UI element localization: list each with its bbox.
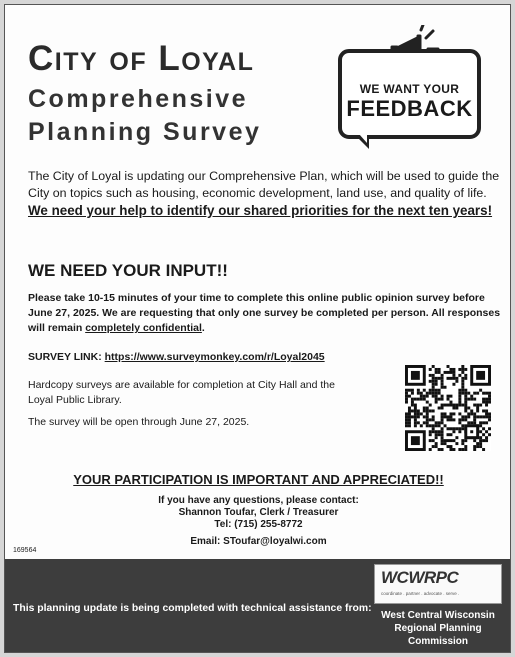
footer-band xyxy=(5,559,511,653)
flyer-page xyxy=(4,4,511,653)
open-through-text: The survey will be open through June 27, 2025. xyxy=(28,416,250,428)
contact-name: Shannon Toufar, Clerk / Treasurer xyxy=(178,507,339,518)
org-line3: Commission xyxy=(407,636,468,647)
qr-code[interactable] xyxy=(405,365,491,451)
hardcopy-text: Hardcopy surveys are available for completion at City Hall and the Loyal Public Library. xyxy=(28,379,335,406)
participation-heading: YOUR PARTICIPATION IS IMPORTANT AND APPRECIATED!! xyxy=(73,472,444,487)
input-heading: WE NEED YOUR INPUT!! xyxy=(28,261,228,280)
org-line1: West Central Wisconsin xyxy=(381,610,495,621)
intro-highlight: We need your help to identify our shared priorities for the next ten years! xyxy=(28,203,493,218)
org-line2: Regional Planning xyxy=(394,623,482,634)
contact-tel: Tel: (715) 255-8772 xyxy=(214,519,303,530)
intro-text: The City of Loyal is updating our Comprehensive Plan, which will be used to guide the City on topics such as housing, economic development, land use, and quality of life. xyxy=(28,169,500,200)
badge-line1: WE WANT YOUR xyxy=(359,82,460,96)
input-body: Please take 10-15 minutes of your time to complete this online public opinion survey before June 27, 2025. We are requesting that only one survey be completed per person. All responses will remain completely confidential. xyxy=(28,292,501,334)
title-planning-survey: Planning Survey xyxy=(28,118,262,146)
questions-text: If you have any questions, please contact: xyxy=(158,495,359,506)
survey-link[interactable]: https://www.surveymonkey.com/r/Loyal2045 xyxy=(104,351,325,363)
survey-link-label: SURVEY LINK: xyxy=(28,351,105,363)
footer-assistance: This planning update is being completed with technical assistance from: xyxy=(13,603,372,614)
confidential-text: completely confidential xyxy=(85,322,202,334)
logo-tagline: coordinate . partner . advocate . serve . xyxy=(381,591,460,596)
logo-text: WCWRPC xyxy=(381,568,459,587)
survey-link-row xyxy=(28,351,325,363)
wcwrpc-logo xyxy=(374,564,502,604)
input-body-text: Please take 10-15 minutes of your time to complete this online public opinion survey before June 27, 2025. We are requesting that only one survey be completed per person. All responses will remain xyxy=(28,292,501,334)
title-city: City of Loyal xyxy=(28,39,255,78)
badge-line2: FEEDBACK xyxy=(346,96,473,121)
ad-number: 169564 xyxy=(13,547,37,554)
contact-email[interactable]: Email: SToufar@loyalwi.com xyxy=(190,536,327,547)
title-subtitle xyxy=(28,83,261,149)
title-comprehensive: Comprehensive xyxy=(28,85,249,113)
intro-paragraph xyxy=(28,168,503,220)
